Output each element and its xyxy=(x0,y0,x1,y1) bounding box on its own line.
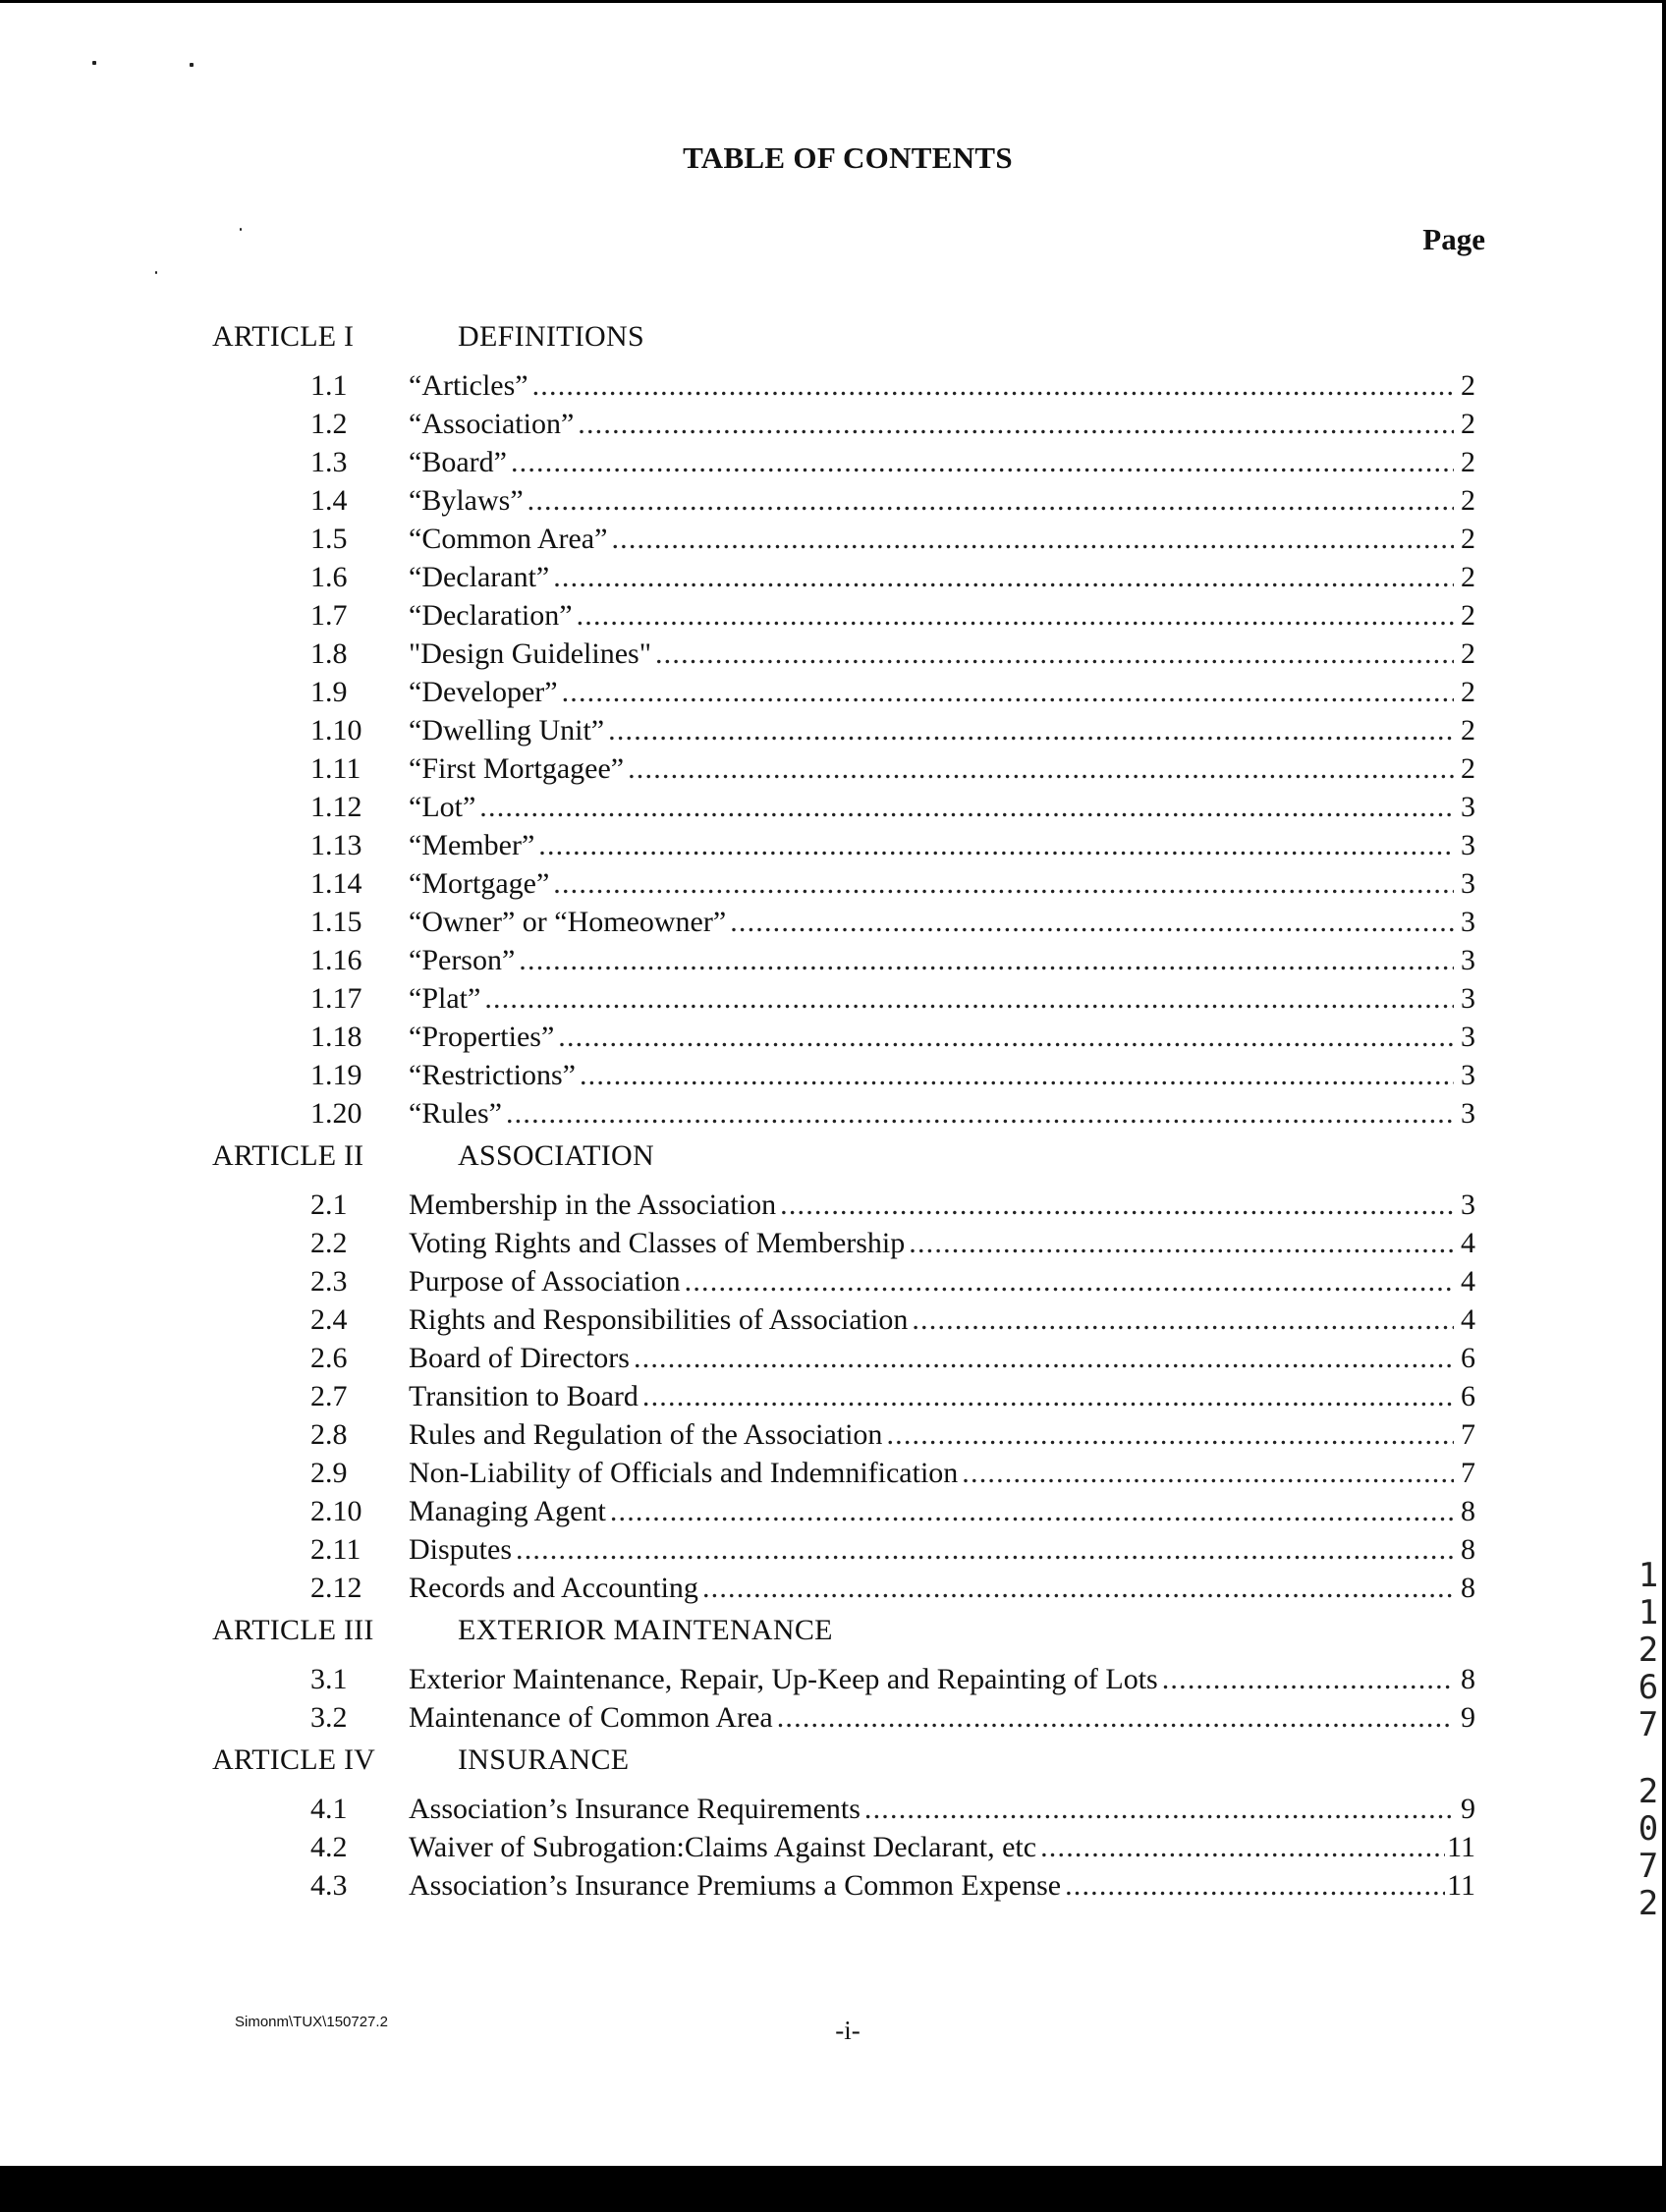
article-number: ARTICLE I xyxy=(212,320,355,353)
section-number: 4.2 xyxy=(310,1831,348,1863)
toc-entry xyxy=(212,1663,1475,1701)
section-number: 2.11 xyxy=(310,1533,361,1566)
section-number: 1.1 xyxy=(310,369,348,402)
dot-leader xyxy=(611,523,1454,556)
section-page-number: 2 xyxy=(1461,408,1475,440)
section-title: Voting Rights and Classes of Membership xyxy=(409,1227,906,1259)
article-title: INSURANCE xyxy=(458,1743,630,1776)
section-number: 1.16 xyxy=(310,944,362,976)
section-page-number: 3 xyxy=(1461,867,1475,900)
section-title: Managing Agent xyxy=(409,1495,606,1527)
dot-leader xyxy=(634,1342,1454,1375)
section-number: 2.9 xyxy=(310,1457,348,1489)
article-title: EXTERIOR MAINTENANCE xyxy=(458,1614,833,1646)
dot-leader xyxy=(578,408,1454,441)
section-title: Non-Liability of Officials and Indemnification xyxy=(409,1457,959,1489)
section-number: 1.6 xyxy=(310,561,348,593)
dot-leader xyxy=(912,1303,1454,1337)
scan-border-top xyxy=(0,0,1666,3)
article-number: ARTICLE III xyxy=(212,1614,374,1646)
section-title: Board of Directors xyxy=(409,1342,630,1374)
article-number: ARTICLE II xyxy=(212,1139,364,1172)
section-page-number: 4 xyxy=(1461,1303,1475,1336)
section-title: “Developer” xyxy=(409,676,558,708)
section-page-number: 8 xyxy=(1461,1495,1475,1527)
article-heading xyxy=(212,1614,1475,1653)
section-title: “Common Area” xyxy=(409,523,608,555)
toc-entry xyxy=(212,1303,1475,1342)
dot-leader xyxy=(484,982,1454,1016)
section-page-number: 8 xyxy=(1461,1533,1475,1566)
section-number: 4.1 xyxy=(310,1793,348,1825)
section-page-number: 6 xyxy=(1461,1380,1475,1412)
section-page-number: 9 xyxy=(1461,1701,1475,1734)
dot-leader xyxy=(642,1380,1454,1413)
stamp-digit: 6 xyxy=(1638,1668,1659,1707)
section-page-number: 6 xyxy=(1461,1342,1475,1374)
dot-leader xyxy=(1065,1869,1445,1903)
toc-entry xyxy=(212,791,1475,829)
toc-entry xyxy=(212,1380,1475,1418)
toc-entry xyxy=(212,1227,1475,1265)
section-number: 1.8 xyxy=(310,637,348,670)
dot-leader xyxy=(608,714,1454,747)
toc-entry xyxy=(212,1097,1475,1135)
section-page-number: 3 xyxy=(1461,791,1475,823)
section-page-number: 2 xyxy=(1461,676,1475,708)
section-title: Disputes xyxy=(409,1533,512,1566)
section-number: 2.8 xyxy=(310,1418,348,1451)
section-number: 3.2 xyxy=(310,1701,348,1734)
article-heading xyxy=(212,1743,1475,1783)
section-title: “Board” xyxy=(409,446,507,478)
toc-entry xyxy=(212,599,1475,637)
dot-leader xyxy=(655,637,1454,671)
section-number: 2.12 xyxy=(310,1572,362,1604)
section-title: Maintenance of Common Area xyxy=(409,1701,773,1734)
dot-leader xyxy=(730,906,1454,939)
scan-speck xyxy=(190,63,194,67)
stamp-digit: 1 xyxy=(1638,1556,1659,1595)
dot-leader xyxy=(685,1265,1454,1299)
scan-border-bottom xyxy=(0,2166,1666,2212)
toc-entry xyxy=(212,1495,1475,1533)
dot-leader xyxy=(702,1572,1454,1605)
section-title: “Restrictions” xyxy=(409,1059,576,1091)
toc-entry xyxy=(212,1059,1475,1097)
article-heading xyxy=(212,1139,1475,1179)
section-number: 1.10 xyxy=(310,714,362,747)
dot-leader xyxy=(538,829,1454,862)
dot-leader xyxy=(577,599,1454,633)
toc-entry xyxy=(212,637,1475,676)
section-title: Association’s Insurance Requirements xyxy=(409,1793,861,1825)
dot-leader xyxy=(962,1457,1454,1490)
section-number: 1.4 xyxy=(310,484,348,517)
section-page-number: 2 xyxy=(1461,599,1475,632)
toc-entry xyxy=(212,446,1475,484)
section-page-number: 8 xyxy=(1461,1572,1475,1604)
section-number: 2.6 xyxy=(310,1342,348,1374)
toc-entry xyxy=(212,1265,1475,1303)
scan-speck xyxy=(92,61,96,65)
section-page-number: 2 xyxy=(1461,637,1475,670)
page-column-label: Page xyxy=(1422,222,1485,256)
section-number: 1.7 xyxy=(310,599,348,632)
toc-entry xyxy=(212,1533,1475,1572)
section-number: 1.19 xyxy=(310,1059,362,1091)
toc-entry xyxy=(212,1418,1475,1457)
section-title: Transition to Board xyxy=(409,1380,639,1412)
section-number: 1.15 xyxy=(310,906,362,938)
section-number: 1.20 xyxy=(310,1097,362,1130)
section-page-number: 3 xyxy=(1461,944,1475,976)
stamp-digit: 7 xyxy=(1638,1705,1659,1744)
toc-entry xyxy=(212,561,1475,599)
section-page-number: 3 xyxy=(1461,982,1475,1015)
section-number: 1.9 xyxy=(310,676,348,708)
footer-page-number: -i- xyxy=(835,2016,861,2045)
section-page-number: 3 xyxy=(1461,1189,1475,1221)
toc-entry xyxy=(212,369,1475,408)
toc-entry xyxy=(212,867,1475,906)
section-title: “Member” xyxy=(409,829,535,861)
section-title: “Bylaws” xyxy=(409,484,524,517)
document-title: TABLE OF CONTENTS xyxy=(683,140,1013,175)
dot-leader xyxy=(909,1227,1454,1260)
toc-entry xyxy=(212,982,1475,1021)
dot-leader xyxy=(506,1097,1454,1131)
toc-entry xyxy=(212,1457,1475,1495)
section-page-number: 2 xyxy=(1461,714,1475,747)
section-title: “Dwelling Unit” xyxy=(409,714,605,747)
dot-leader xyxy=(562,676,1454,709)
toc-entry xyxy=(212,1189,1475,1227)
toc-entry xyxy=(212,829,1475,867)
section-title: "Design Guidelines" xyxy=(409,637,651,670)
dot-leader xyxy=(610,1495,1454,1528)
section-page-number: 2 xyxy=(1461,752,1475,785)
table-of-contents xyxy=(212,316,1475,1908)
dot-leader xyxy=(532,369,1454,403)
section-page-number: 3 xyxy=(1461,1021,1475,1053)
section-page-number: 4 xyxy=(1461,1227,1475,1259)
section-number: 2.7 xyxy=(310,1380,348,1412)
section-title: “Lot” xyxy=(409,791,476,823)
section-title: “Association” xyxy=(409,408,575,440)
section-page-number: 2 xyxy=(1461,369,1475,402)
section-number: 2.1 xyxy=(310,1189,348,1221)
toc-entry xyxy=(212,1572,1475,1610)
scan-speck xyxy=(155,271,157,274)
stamp-gap xyxy=(1635,1743,1662,1773)
article-title: ASSOCIATION xyxy=(458,1139,654,1172)
section-number: 3.1 xyxy=(310,1663,348,1695)
dot-leader xyxy=(864,1793,1454,1826)
section-title: “Articles” xyxy=(409,369,528,402)
section-title: Association’s Insurance Premiums a Common Expense xyxy=(409,1869,1062,1902)
stamp-digit: 0 xyxy=(1638,1809,1659,1849)
toc-entry xyxy=(212,1869,1475,1908)
section-title: “Mortgage” xyxy=(409,867,550,900)
section-number: 1.18 xyxy=(310,1021,362,1053)
section-number: 1.3 xyxy=(310,446,348,478)
article-heading xyxy=(212,320,1475,359)
dot-leader xyxy=(553,561,1454,594)
section-number: 2.4 xyxy=(310,1303,348,1336)
section-title: “Plat” xyxy=(409,982,481,1015)
stamp-digit: 2 xyxy=(1638,1772,1659,1811)
section-page-number: 11 xyxy=(1447,1831,1475,1863)
toc-entry xyxy=(212,752,1475,791)
section-page-number: 3 xyxy=(1461,906,1475,938)
section-number: 1.5 xyxy=(310,523,348,555)
dot-leader xyxy=(511,446,1454,479)
dot-leader xyxy=(519,944,1454,977)
toc-entry xyxy=(212,1793,1475,1831)
dot-leader xyxy=(886,1418,1454,1452)
section-page-number: 2 xyxy=(1461,446,1475,478)
toc-entry xyxy=(212,676,1475,714)
section-title: Exterior Maintenance, Repair, Up-Keep and Repainting of Lots xyxy=(409,1663,1158,1695)
toc-entry xyxy=(212,714,1475,752)
section-number: 1.12 xyxy=(310,791,362,823)
section-number: 2.3 xyxy=(310,1265,348,1298)
dot-leader xyxy=(1040,1831,1445,1864)
section-page-number: 3 xyxy=(1461,1097,1475,1130)
section-page-number: 2 xyxy=(1461,484,1475,517)
margin-stamp-number xyxy=(1635,1557,1662,1922)
toc-entry xyxy=(212,1701,1475,1740)
section-title: Rules and Regulation of the Association xyxy=(409,1418,883,1451)
section-title: “Declaration” xyxy=(409,599,573,632)
section-title: Purpose of Association xyxy=(409,1265,681,1298)
section-number: 1.2 xyxy=(310,408,348,440)
dot-leader xyxy=(479,791,1454,824)
article-number: ARTICLE IV xyxy=(212,1743,376,1776)
dot-leader xyxy=(528,484,1454,518)
section-number: 1.17 xyxy=(310,982,362,1015)
section-title: “Person” xyxy=(409,944,516,976)
dot-leader xyxy=(516,1533,1454,1567)
section-title: Rights and Responsibilities of Association xyxy=(409,1303,909,1336)
section-number: 2.10 xyxy=(310,1495,362,1527)
scan-speck xyxy=(240,228,242,231)
dot-leader xyxy=(780,1189,1454,1222)
toc-entry xyxy=(212,484,1475,523)
section-page-number: 4 xyxy=(1461,1265,1475,1298)
dot-leader xyxy=(777,1701,1454,1735)
section-title: “Declarant” xyxy=(409,561,550,593)
section-number: 2.2 xyxy=(310,1227,348,1259)
footer-document-id: Simonm\TUX\150727.2 xyxy=(235,2014,388,2030)
dot-leader xyxy=(628,752,1454,786)
toc-entry xyxy=(212,944,1475,982)
dot-leader xyxy=(1162,1663,1454,1696)
section-page-number: 8 xyxy=(1461,1663,1475,1695)
stamp-digit: 7 xyxy=(1638,1847,1659,1886)
section-page-number: 7 xyxy=(1461,1457,1475,1489)
dot-leader xyxy=(580,1059,1454,1092)
toc-entry xyxy=(212,1831,1475,1869)
stamp-digit: 2 xyxy=(1638,1631,1659,1670)
section-page-number: 2 xyxy=(1461,561,1475,593)
toc-entry xyxy=(212,408,1475,446)
dot-leader xyxy=(553,867,1454,901)
section-page-number: 11 xyxy=(1447,1869,1475,1902)
section-page-number: 2 xyxy=(1461,523,1475,555)
section-title: Records and Accounting xyxy=(409,1572,698,1604)
section-title: “Owner” or “Homeowner” xyxy=(409,906,727,938)
section-title: “First Mortgagee” xyxy=(409,752,625,785)
section-page-number: 3 xyxy=(1461,1059,1475,1091)
stamp-digit: 1 xyxy=(1638,1593,1659,1632)
article-title: DEFINITIONS xyxy=(458,320,644,353)
section-number: 1.14 xyxy=(310,867,362,900)
section-page-number: 7 xyxy=(1461,1418,1475,1451)
section-number: 1.13 xyxy=(310,829,362,861)
dot-leader xyxy=(558,1021,1454,1054)
section-page-number: 9 xyxy=(1461,1793,1475,1825)
section-number: 4.3 xyxy=(310,1869,348,1902)
scan-border-right xyxy=(1662,0,1666,2212)
toc-entry xyxy=(212,906,1475,944)
section-number: 1.11 xyxy=(310,752,361,785)
toc-entry xyxy=(212,523,1475,561)
section-title: Waiver of Subrogation:Claims Against Declarant, etc xyxy=(409,1831,1037,1863)
toc-entry xyxy=(212,1342,1475,1380)
section-title: Membership in the Association xyxy=(409,1189,777,1221)
section-title: “Rules” xyxy=(409,1097,502,1130)
section-page-number: 3 xyxy=(1461,829,1475,861)
stamp-digit: 2 xyxy=(1638,1884,1659,1923)
toc-entry xyxy=(212,1021,1475,1059)
section-title: “Properties” xyxy=(409,1021,555,1053)
